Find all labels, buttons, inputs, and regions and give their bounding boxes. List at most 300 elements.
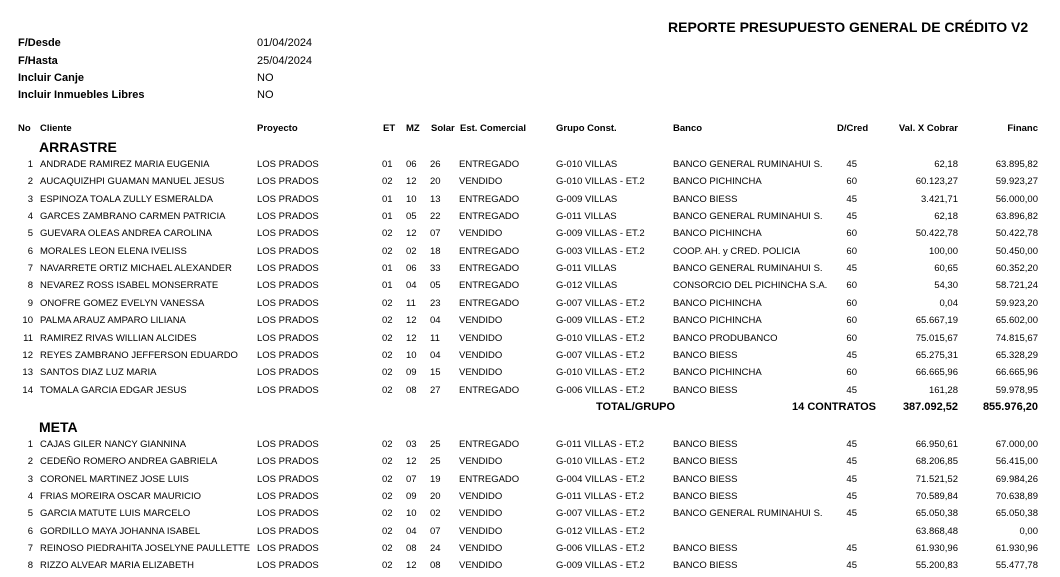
cell-dcred: 60 <box>846 228 857 240</box>
param-label-hasta: F/Hasta <box>18 55 58 67</box>
column-header-cliente: Cliente <box>40 123 72 134</box>
column-header-mz: MZ <box>406 123 420 134</box>
cell-banco: CONSORCIO DEL PICHINCHA S.A. <box>673 280 828 292</box>
cell-et: 02 <box>382 228 393 240</box>
cell-solar: 13 <box>430 193 441 205</box>
cell-cliente: NEVAREZ ROSS ISABEL MONSERRATE <box>40 280 219 292</box>
table-row <box>0 298 1060 315</box>
cell-estado: VENDIDO <box>459 560 503 572</box>
cell-financ: 65.328,29 <box>995 349 1038 361</box>
cell-solar: 27 <box>430 384 441 396</box>
cell-proyecto: LOS PRADOS <box>257 543 319 555</box>
cell-valor: 65.667,19 <box>915 315 958 327</box>
cell-et: 01 <box>382 193 393 205</box>
cell-no: 7 <box>27 543 33 555</box>
cell-grupo: G-007 VILLAS - ET.2 <box>556 508 645 520</box>
cell-mz: 12 <box>406 560 417 572</box>
cell-valor: 71.521,52 <box>915 473 958 485</box>
cell-solar: 33 <box>430 263 441 275</box>
cell-et: 02 <box>382 525 393 537</box>
cell-valor: 68.206,85 <box>915 456 958 468</box>
cell-dcred: 45 <box>846 473 857 485</box>
cell-dcred: 45 <box>846 456 857 468</box>
table-row <box>0 350 1060 367</box>
column-header-estado: Est. Comercial <box>460 123 526 134</box>
cell-grupo: G-010 VILLAS - ET.2 <box>556 176 645 188</box>
cell-cliente: PALMA ARAUZ AMPARO LILIANA <box>40 315 186 327</box>
cell-mz: 09 <box>406 367 417 379</box>
cell-proyecto: LOS PRADOS <box>257 315 319 327</box>
cell-financ: 63.895,82 <box>995 159 1038 170</box>
cell-mz: 06 <box>406 263 417 275</box>
cell-mz: 12 <box>406 456 417 468</box>
cell-financ: 66.665,96 <box>995 367 1038 379</box>
param-label-canje: Incluir Canje <box>18 72 85 84</box>
cell-solar: 25 <box>430 439 441 450</box>
cell-solar: 26 <box>430 159 441 170</box>
cell-valor: 65.050,38 <box>915 508 958 520</box>
cell-no: 8 <box>27 560 33 572</box>
cell-cliente: ANDRADE RAMIREZ MARIA EUGENIA <box>40 159 210 170</box>
table-row <box>0 176 1060 193</box>
cell-estado: ENTREGADO <box>459 263 520 275</box>
cell-no: 14 <box>22 384 33 396</box>
report-title: REPORTE PRESUPUESTO GENERAL DE CRÉDITO V2 <box>668 19 1029 35</box>
cell-solar: 20 <box>430 491 441 503</box>
cell-banco: BANCO GENERAL RUMINAHUI S. <box>673 263 823 275</box>
cell-et: 01 <box>382 263 393 275</box>
table-row <box>0 385 1060 402</box>
cell-mz: 04 <box>406 280 417 292</box>
cell-cliente: TOMALA GARCIA EDGAR JESUS <box>40 384 187 396</box>
cell-solar: 19 <box>430 473 441 485</box>
cell-banco: BANCO PRODUBANCO <box>673 332 778 344</box>
cell-dcred: 60 <box>846 245 857 257</box>
cell-et: 02 <box>382 176 393 188</box>
table-row <box>0 456 1060 473</box>
cell-proyecto: LOS PRADOS <box>257 508 319 520</box>
cell-estado: VENDIDO <box>459 525 503 537</box>
cell-banco: BANCO BIESS <box>673 491 738 503</box>
cell-no: 3 <box>27 193 33 205</box>
cell-banco: BANCO PICHINCHA <box>673 176 762 188</box>
cell-et: 02 <box>382 439 393 450</box>
cell-valor: 60,65 <box>934 263 958 275</box>
cell-solar: 04 <box>430 349 441 361</box>
cell-banco: BANCO BIESS <box>673 560 738 572</box>
cell-proyecto: LOS PRADOS <box>257 193 319 205</box>
cell-estado: VENDIDO <box>459 349 503 361</box>
cell-mz: 12 <box>406 228 417 240</box>
cell-cliente: AUCAQUIZHPI GUAMAN MANUEL JESUS <box>40 176 225 188</box>
cell-et: 02 <box>382 332 393 344</box>
cell-no: 2 <box>27 176 33 188</box>
cell-proyecto: LOS PRADOS <box>257 560 319 572</box>
cell-banco: BANCO GENERAL RUMINAHUI S. <box>673 159 823 170</box>
cell-solar: 04 <box>430 315 441 327</box>
column-header-financ: Financ <box>1007 123 1038 134</box>
cell-cliente: SANTOS DIAZ LUZ MARIA <box>40 367 157 379</box>
cell-financ: 50.422,78 <box>995 228 1038 240</box>
cell-solar: 07 <box>430 525 441 537</box>
cell-valor: 161,28 <box>928 384 958 396</box>
cell-financ: 55.477,78 <box>995 560 1038 572</box>
column-header-proyecto: Proyecto <box>257 123 298 134</box>
cell-banco: BANCO BIESS <box>673 193 738 205</box>
cell-valor: 70.589,84 <box>915 491 958 503</box>
cell-financ: 63.896,82 <box>995 211 1038 223</box>
cell-proyecto: LOS PRADOS <box>257 525 319 537</box>
cell-no: 8 <box>27 280 33 292</box>
cell-et: 02 <box>382 384 393 396</box>
cell-proyecto: LOS PRADOS <box>257 159 319 170</box>
cell-estado: ENTREGADO <box>459 297 520 309</box>
cell-financ: 0,00 <box>1019 525 1038 537</box>
cell-financ: 59.923,20 <box>995 297 1038 309</box>
total-contracts: 14 CONTRATOS <box>792 400 876 413</box>
cell-cliente: GARCES ZAMBRANO CARMEN PATRICIA <box>40 211 226 223</box>
cell-valor: 75.015,67 <box>915 332 958 344</box>
cell-grupo: G-011 VILLAS - ET.2 <box>556 439 645 450</box>
cell-dcred: 60 <box>846 315 857 327</box>
cell-et: 02 <box>382 508 393 520</box>
cell-mz: 08 <box>406 543 417 555</box>
cell-dcred: 60 <box>846 280 857 292</box>
cell-cliente: GARCIA MATUTE LUIS MARCELO <box>40 508 191 520</box>
cell-banco: BANCO PICHINCHA <box>673 228 762 240</box>
cell-dcred: 60 <box>846 332 857 344</box>
cell-banco: BANCO BIESS <box>673 543 738 555</box>
cell-grupo: G-007 VILLAS - ET.2 <box>556 297 645 309</box>
cell-banco: BANCO PICHINCHA <box>673 315 762 327</box>
cell-grupo: G-011 VILLAS <box>556 211 617 223</box>
cell-mz: 09 <box>406 491 417 503</box>
param-value-desde: 01/04/2024 <box>257 37 313 49</box>
cell-estado: VENDIDO <box>459 176 503 188</box>
cell-solar: 11 <box>430 332 440 344</box>
table-row <box>0 491 1060 508</box>
cell-dcred: 60 <box>846 297 857 309</box>
cell-financ: 50.450,00 <box>995 245 1038 257</box>
cell-proyecto: LOS PRADOS <box>257 384 319 396</box>
param-label-inmuebles: Incluir Inmuebles Libres <box>18 89 145 101</box>
cell-financ: 70.638,89 <box>995 491 1038 503</box>
cell-no: 6 <box>27 525 33 537</box>
cell-estado: ENTREGADO <box>459 439 520 450</box>
cell-grupo: G-010 VILLAS - ET.2 <box>556 367 645 379</box>
column-header-solar: Solar <box>431 123 455 134</box>
cell-valor: 65.275,31 <box>915 349 958 361</box>
cell-estado: VENDIDO <box>459 543 503 555</box>
cell-valor: 60.123,27 <box>915 176 958 188</box>
cell-valor: 0,04 <box>939 297 958 309</box>
cell-mz: 07 <box>406 473 417 485</box>
cell-cliente: CEDEÑO ROMERO ANDREA GABRIELA <box>40 456 218 468</box>
cell-et: 02 <box>382 560 393 572</box>
cell-et: 02 <box>382 456 393 468</box>
cell-estado: VENDIDO <box>459 508 503 520</box>
column-header-banco: Banco <box>673 123 703 134</box>
cell-grupo: G-007 VILLAS - ET.2 <box>556 349 645 361</box>
cell-financ: 69.984,26 <box>995 473 1038 485</box>
cell-cliente: GORDILLO MAYA JOHANNA ISABEL <box>40 525 201 537</box>
cell-et: 02 <box>382 245 393 257</box>
cell-no: 9 <box>27 297 33 309</box>
cell-no: 12 <box>22 349 33 361</box>
total-val-x-cobrar: 387.092,52 <box>902 400 958 413</box>
cell-cliente: MORALES LEON ELENA IVELISS <box>40 245 187 257</box>
cell-grupo: G-003 VILLAS - ET.2 <box>556 245 645 257</box>
cell-solar: 18 <box>430 245 441 257</box>
cell-banco: BANCO BIESS <box>673 456 738 468</box>
param-value-hasta: 25/04/2024 <box>257 55 313 67</box>
cell-cliente: ONOFRE GOMEZ EVELYN VANESSA <box>40 297 205 309</box>
cell-no: 1 <box>27 159 33 170</box>
cell-dcred: 45 <box>846 159 857 170</box>
cell-et: 02 <box>382 367 393 379</box>
cell-banco: BANCO PICHINCHA <box>673 367 762 379</box>
cell-banco: BANCO BIESS <box>673 439 738 450</box>
cell-solar: 20 <box>430 176 441 188</box>
cell-no: 6 <box>27 245 33 257</box>
cell-mz: 11 <box>406 297 416 309</box>
cell-solar: 22 <box>430 211 441 223</box>
table-row <box>0 560 1060 577</box>
table-row <box>0 333 1060 350</box>
cell-proyecto: LOS PRADOS <box>257 176 319 188</box>
cell-dcred: 45 <box>846 263 857 275</box>
cell-solar: 07 <box>430 228 441 240</box>
cell-dcred: 45 <box>846 543 857 555</box>
table-row <box>0 439 1060 456</box>
cell-no: 4 <box>27 491 33 503</box>
cell-proyecto: LOS PRADOS <box>257 245 319 257</box>
table-row <box>0 526 1060 543</box>
column-header-grupo: Grupo Const. <box>556 123 617 134</box>
table-row <box>0 543 1060 560</box>
cell-grupo: G-010 VILLAS <box>556 159 618 170</box>
cell-dcred: 45 <box>846 193 857 205</box>
cell-valor: 55.200,83 <box>915 560 958 572</box>
cell-no: 11 <box>23 332 33 344</box>
cell-grupo: G-012 VILLAS <box>556 280 618 292</box>
table-row <box>0 315 1060 332</box>
table-row <box>0 159 1060 176</box>
cell-financ: 56.000,00 <box>995 193 1038 205</box>
cell-valor: 62,18 <box>934 159 958 170</box>
cell-estado: VENDIDO <box>459 228 503 240</box>
cell-et: 02 <box>382 315 393 327</box>
cell-mz: 12 <box>406 315 417 327</box>
column-header-dcred: D/Cred <box>837 123 869 134</box>
cell-dcred: 60 <box>846 367 857 379</box>
cell-grupo: G-010 VILLAS - ET.2 <box>556 332 645 344</box>
cell-banco: BANCO BIESS <box>673 349 738 361</box>
cell-estado: ENTREGADO <box>459 384 520 396</box>
cell-dcred: 45 <box>846 384 857 396</box>
cell-mz: 12 <box>406 332 417 344</box>
cell-et: 02 <box>382 297 393 309</box>
cell-proyecto: LOS PRADOS <box>257 297 319 309</box>
cell-valor: 54,30 <box>934 280 958 292</box>
cell-valor: 3.421,71 <box>921 193 958 205</box>
cell-mz: 06 <box>406 159 417 170</box>
cell-no: 1 <box>27 439 33 450</box>
cell-grupo: G-004 VILLAS - ET.2 <box>556 473 645 485</box>
cell-financ: 59.978,95 <box>995 384 1038 396</box>
cell-no: 7 <box>27 263 33 275</box>
cell-financ: 59.923,27 <box>995 176 1038 188</box>
cell-proyecto: LOS PRADOS <box>257 491 319 503</box>
cell-banco: BANCO GENERAL RUMINAHUI S. <box>673 211 823 223</box>
cell-financ: 58.721,24 <box>995 280 1038 292</box>
cell-solar: 02 <box>430 508 441 520</box>
cell-cliente: ESPINOZA TOALA ZULLY ESMERALDA <box>40 193 214 205</box>
cell-valor: 66.950,61 <box>915 439 958 450</box>
cell-no: 13 <box>22 367 33 379</box>
cell-grupo: G-011 VILLAS - ET.2 <box>556 491 645 503</box>
cell-cliente: REINOSO PIEDRAHITA JOSELYNE PAULLETTE <box>40 543 251 555</box>
cell-mz: 03 <box>406 439 417 450</box>
cell-mz: 04 <box>406 525 417 537</box>
group-title-meta: META <box>39 419 78 435</box>
cell-solar: 23 <box>430 297 441 309</box>
cell-estado: ENTREGADO <box>459 280 520 292</box>
cell-estado: ENTREGADO <box>459 473 520 485</box>
column-header-et: ET <box>383 123 396 134</box>
table-row <box>0 263 1060 280</box>
cell-et: 02 <box>382 349 393 361</box>
cell-mz: 02 <box>406 245 417 257</box>
cell-dcred: 45 <box>846 439 857 450</box>
cell-proyecto: LOS PRADOS <box>257 263 319 275</box>
cell-no: 5 <box>27 228 33 240</box>
cell-grupo: G-010 VILLAS - ET.2 <box>556 456 645 468</box>
cell-grupo: G-009 VILLAS <box>556 193 618 205</box>
cell-proyecto: LOS PRADOS <box>257 280 319 292</box>
cell-cliente: RIZZO ALVEAR MARIA ELIZABETH <box>40 560 194 572</box>
column-header-valor: Val. X Cobrar <box>898 123 958 134</box>
table-row <box>0 367 1060 384</box>
cell-dcred: 60 <box>846 176 857 188</box>
cell-estado: VENDIDO <box>459 491 503 503</box>
cell-valor: 61.930,96 <box>915 543 958 555</box>
cell-financ: 60.352,20 <box>995 263 1038 275</box>
cell-mz: 10 <box>406 193 417 205</box>
cell-et: 01 <box>382 280 393 292</box>
cell-no: 2 <box>27 456 33 468</box>
cell-grupo: G-009 VILLAS - ET.2 <box>556 228 645 240</box>
cell-valor: 100,00 <box>928 245 958 257</box>
cell-financ: 65.050,38 <box>995 508 1038 520</box>
cell-et: 01 <box>382 211 393 223</box>
param-value-canje: NO <box>257 72 274 84</box>
cell-proyecto: LOS PRADOS <box>257 439 319 450</box>
table-row <box>0 280 1060 297</box>
cell-grupo: G-011 VILLAS <box>556 263 617 275</box>
group-title-arrastre: ARRASTRE <box>39 139 117 155</box>
total-label: TOTAL/GRUPO <box>596 400 676 413</box>
cell-solar: 08 <box>430 560 441 572</box>
cell-proyecto: LOS PRADOS <box>257 211 319 223</box>
cell-et: 02 <box>382 491 393 503</box>
cell-estado: VENDIDO <box>459 315 503 327</box>
cell-et: 02 <box>382 473 393 485</box>
cell-et: 02 <box>382 543 393 555</box>
cell-estado: VENDIDO <box>459 332 503 344</box>
cell-proyecto: LOS PRADOS <box>257 332 319 344</box>
cell-cliente: REYES ZAMBRANO JEFFERSON EDUARDO <box>40 349 238 361</box>
total-financ: 855.976,20 <box>982 400 1038 413</box>
cell-dcred: 45 <box>846 211 857 223</box>
cell-dcred: 45 <box>846 349 857 361</box>
cell-dcred: 45 <box>846 508 857 520</box>
cell-valor: 62,18 <box>934 211 958 223</box>
param-value-inmuebles: NO <box>257 89 274 101</box>
cell-mz: 10 <box>406 349 417 361</box>
cell-mz: 05 <box>406 211 417 223</box>
cell-no: 4 <box>27 211 33 223</box>
cell-grupo: G-009 VILLAS - ET.2 <box>556 560 645 572</box>
cell-financ: 67.000,00 <box>995 439 1038 450</box>
cell-solar: 15 <box>430 367 441 379</box>
cell-mz: 12 <box>406 176 417 188</box>
column-header-no: No <box>18 123 31 134</box>
cell-estado: VENDIDO <box>459 456 503 468</box>
cell-cliente: CORONEL MARTINEZ JOSE LUIS <box>40 473 189 485</box>
cell-cliente: FRIAS MOREIRA OSCAR MAURICIO <box>40 491 201 503</box>
table-row <box>0 211 1060 228</box>
param-label-desde: F/Desde <box>18 37 61 49</box>
cell-solar: 24 <box>430 543 441 555</box>
cell-banco: BANCO GENERAL RUMINAHUI S. <box>673 508 823 520</box>
cell-banco: BANCO BIESS <box>673 384 738 396</box>
cell-proyecto: LOS PRADOS <box>257 349 319 361</box>
cell-banco: BANCO PICHINCHA <box>673 297 762 309</box>
cell-banco: COOP. AH. y CRED. POLICIA <box>673 245 801 257</box>
cell-mz: 10 <box>406 508 417 520</box>
table-row <box>0 508 1060 525</box>
cell-grupo: G-012 VILLAS - ET.2 <box>556 525 645 537</box>
cell-mz: 08 <box>406 384 417 396</box>
cell-no: 10 <box>22 315 33 327</box>
cell-grupo: G-006 VILLAS - ET.2 <box>556 543 645 555</box>
cell-dcred: 45 <box>846 491 857 503</box>
table-row <box>0 474 1060 491</box>
cell-estado: ENTREGADO <box>459 245 520 257</box>
cell-financ: 74.815,67 <box>995 332 1038 344</box>
cell-cliente: RAMIREZ RIVAS WILLIAN ALCIDES <box>40 332 197 344</box>
table-row <box>0 246 1060 263</box>
cell-financ: 65.602,00 <box>995 315 1038 327</box>
cell-estado: ENTREGADO <box>459 159 520 170</box>
cell-cliente: CAJAS GILER NANCY GIANNINA <box>40 439 187 450</box>
cell-financ: 56.415,00 <box>995 456 1038 468</box>
cell-cliente: GUEVARA OLEAS ANDREA CAROLINA <box>40 228 212 240</box>
cell-no: 5 <box>27 508 33 520</box>
cell-proyecto: LOS PRADOS <box>257 456 319 468</box>
cell-cliente: NAVARRETE ORTIZ MICHAEL ALEXANDER <box>40 263 232 275</box>
cell-estado: VENDIDO <box>459 367 503 379</box>
cell-grupo: G-009 VILLAS - ET.2 <box>556 315 645 327</box>
cell-et: 01 <box>382 159 393 170</box>
cell-solar: 05 <box>430 280 441 292</box>
cell-grupo: G-006 VILLAS - ET.2 <box>556 384 645 396</box>
cell-estado: ENTREGADO <box>459 193 520 205</box>
cell-proyecto: LOS PRADOS <box>257 228 319 240</box>
cell-valor: 66.665,96 <box>915 367 958 379</box>
cell-proyecto: LOS PRADOS <box>257 473 319 485</box>
